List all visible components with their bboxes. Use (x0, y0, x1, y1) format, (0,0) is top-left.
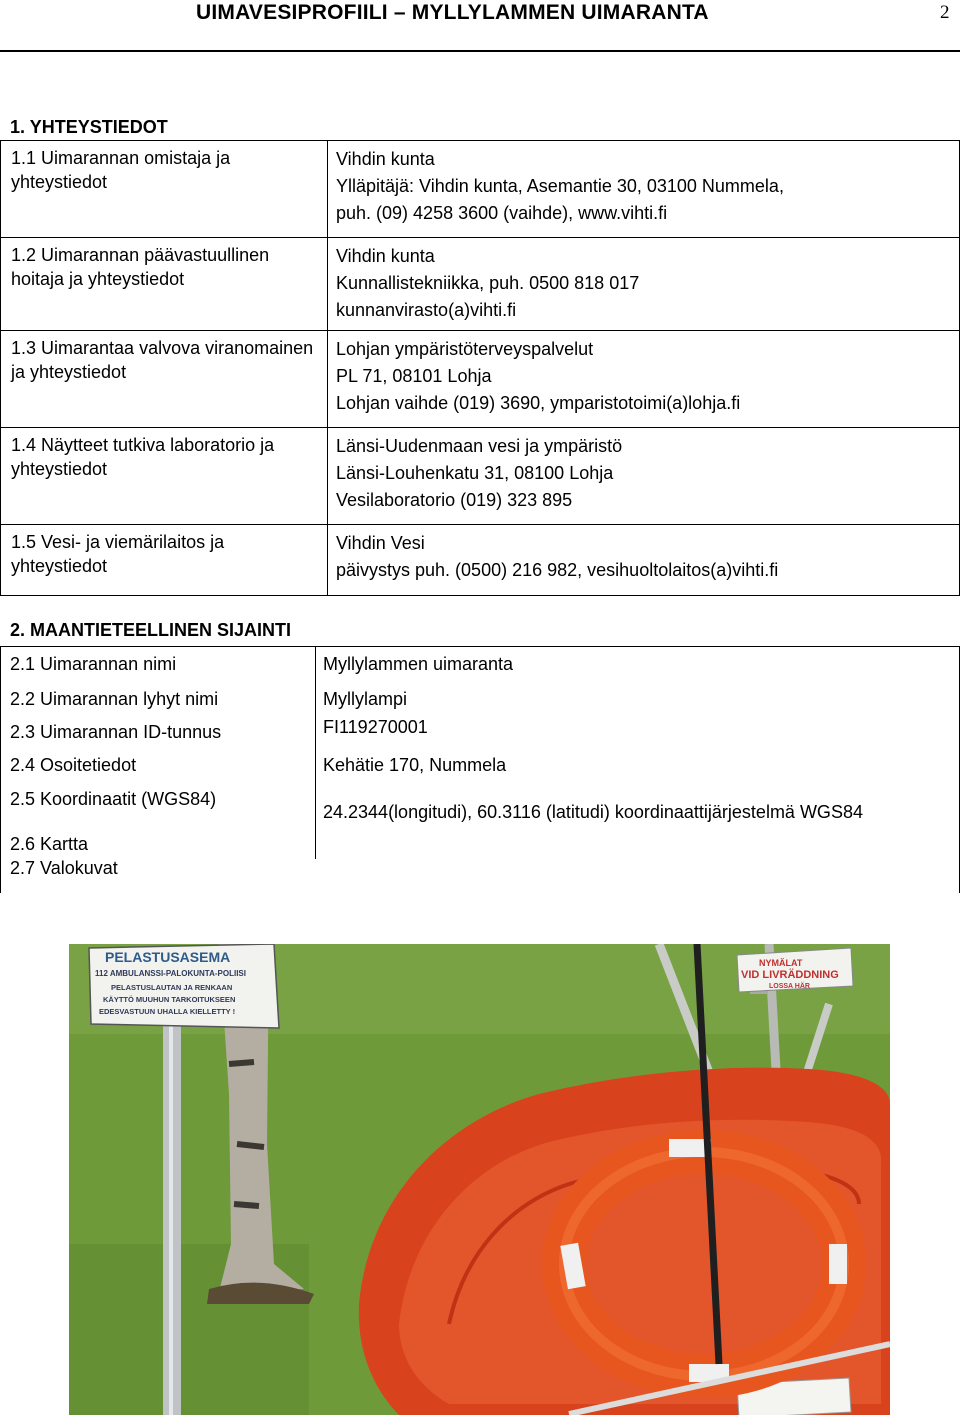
contact-table (0, 140, 960, 596)
sticker-line: VID LIVRÄDDNING (741, 969, 839, 981)
sign-line: EDESVASTUUN UHALLA KIELLETTY ! (99, 1007, 236, 1016)
contact-row-value (328, 525, 960, 596)
sign-line: 112 AMBULANSSI-PALOKUNTA-POLIISI (95, 969, 246, 978)
value-line: kunnanvirasto(a)vihti.fi (336, 300, 517, 320)
column-divider (315, 647, 316, 859)
value-line: päivystys puh. (0500) 216 982, vesihuoltolaitos(a)vihti.fi (336, 560, 779, 580)
location-value: 24.2344(longitudi), 60.3116 (latitudi) koordinaattijärjestelmä WGS84 (323, 802, 863, 822)
value-line: Lohjan vaihde (019) 3690, ymparistotoimi(a)lohja.fi (336, 393, 741, 413)
contact-row-label: 1.1 Uimarannan omistaja ja yhteystiedot (1, 141, 328, 238)
value-line: Länsi-Louhenkatu 31, 08100 Lohja (336, 463, 614, 483)
location-label: 2.2 Uimarannan lyhyt nimi (10, 689, 219, 709)
page-number: 2 (940, 2, 950, 23)
value-line: puh. (09) 4258 3600 (vaihde), www.vihti.fi (336, 203, 668, 223)
sticker-line: NYMÄLAT (759, 958, 803, 968)
location-label: 2.3 Uimarannan ID-tunnus (10, 722, 222, 742)
location-table (0, 646, 960, 893)
contact-row (1, 238, 960, 331)
rescue-sign (89, 944, 279, 1028)
value-line: Vesilaboratorio (019) 323 895 (336, 490, 573, 510)
contact-row (1, 141, 960, 238)
sign-line: KÄYTTÖ MUUHUN TARKOITUKSEEN (103, 995, 236, 1004)
section-2-title: 2. MAANTIETEELLINEN SIJAINTI (10, 620, 292, 640)
sign-title: PELASTUSASEMA (105, 949, 231, 965)
contact-row-label: 1.4 Näytteet tutkiva laboratorio ja yhteystiedot (1, 428, 328, 525)
page-header (0, 0, 960, 52)
value-line: Vihdin Vesi (336, 533, 425, 553)
value-line: Ylläpitäjä: Vihdin kunta, Asemantie 30, 03100 Nummela, (336, 176, 784, 196)
section-1-title: 1. YHTEYSTIEDOT (10, 117, 168, 137)
location-value: FI119270001 (323, 717, 428, 737)
sticker-line: LOSSA HÄR (769, 983, 810, 990)
contact-row-value (328, 238, 960, 331)
location-label: 2.7 Valokuvat (10, 858, 118, 878)
contact-row-value (328, 141, 960, 238)
location-label: 2.4 Osoitetiedot (10, 755, 137, 775)
sign-line: PELASTUSLAUTAN JA RENKAAN (111, 983, 233, 992)
beach-photo (69, 944, 890, 1415)
header-rule (0, 50, 960, 52)
contact-row-label: 1.2 Uimarannan päävastuullinen hoitaja ja yhteystiedot (1, 238, 328, 331)
value-line: Kunnallistekniikka, puh. 0500 818 017 (336, 273, 640, 293)
contact-row-value (328, 428, 960, 525)
value-line: PL 71, 08101 Lohja (336, 366, 492, 386)
location-label: 2.1 Uimarannan nimi (10, 654, 177, 674)
value-line: Lohjan ympäristöterveyspalvelut (336, 339, 594, 359)
location-label: 2.6 Kartta (10, 834, 89, 854)
location-label: 2.5 Koordinaatit (WGS84) (10, 789, 217, 809)
location-value: Myllylammen uimaranta (323, 654, 514, 674)
value-line: Vihdin kunta (336, 246, 435, 266)
value-line: Vihdin kunta (336, 149, 435, 169)
contact-row (1, 331, 960, 428)
contact-row-label: 1.5 Vesi- ja viemärilaitos ja yhteystiedot (1, 525, 328, 596)
contact-row (1, 428, 960, 525)
document-title: UIMAVESIPROFIILI – MYLLYLAMMEN UIMARANTA (196, 1, 709, 24)
contact-row (1, 525, 960, 596)
location-value: Myllylampi (323, 689, 408, 709)
contact-row-label: 1.3 Uimarantaa valvova viranomainen ja yhteystiedot (1, 331, 328, 428)
beach-photo-illustration (69, 944, 890, 1415)
value-line: Länsi-Uudenmaan vesi ja ympäristö (336, 436, 623, 456)
contact-row-value (328, 331, 960, 428)
location-value: Kehätie 170, Nummela (323, 755, 507, 775)
